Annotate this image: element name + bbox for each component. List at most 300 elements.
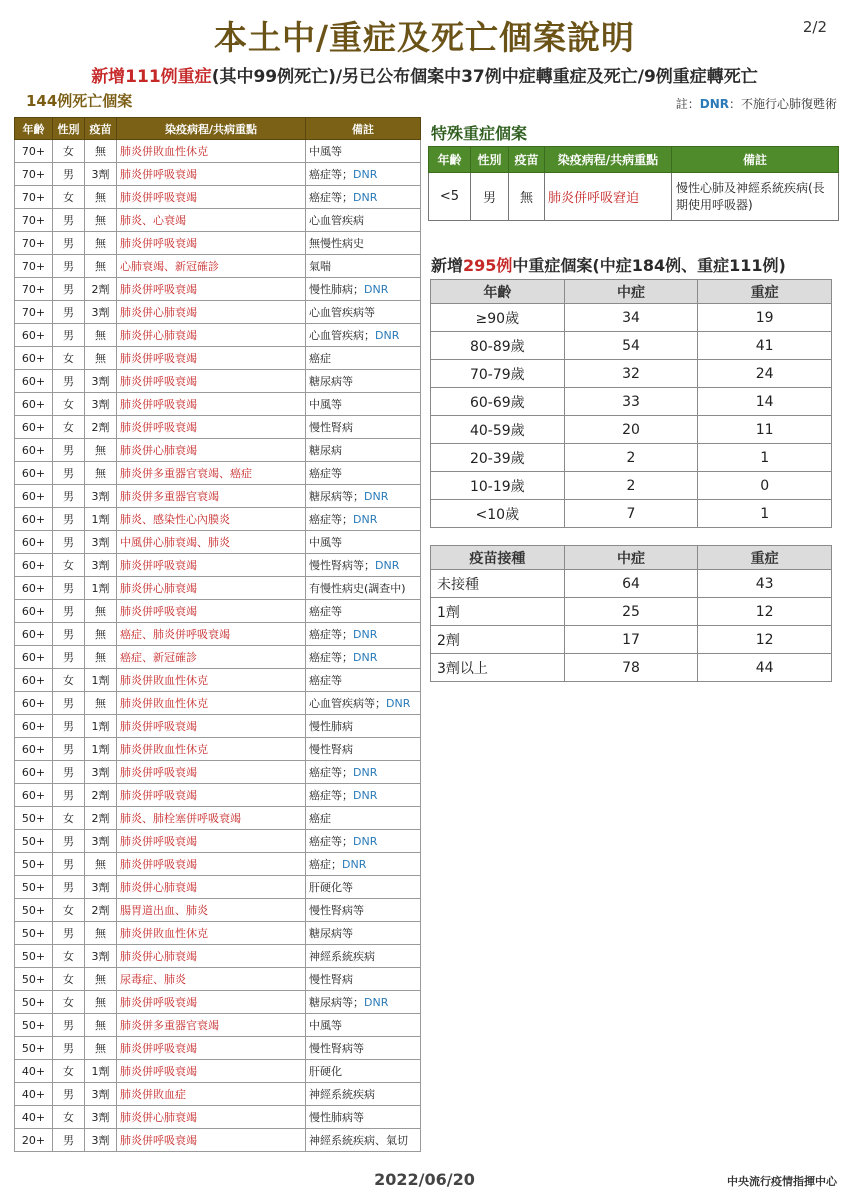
cell-sex: 女 [53,945,85,968]
cell-sex: 男 [53,255,85,278]
table-row [15,761,421,784]
vaccination-breakdown-table [430,545,832,682]
cell-moderate: 33 [564,388,698,416]
table-row [15,324,421,347]
cell-vaccine: 3劑 [85,1129,117,1152]
cell-label: 3劑以上 [431,654,565,682]
col-header-remarks: 備註 [672,147,839,173]
cell-age: 60+ [15,600,53,623]
table-row [15,462,421,485]
table-row [15,508,421,531]
cell-sex: 男 [53,370,85,393]
table-row [15,968,421,991]
dnr-flag: DNR [353,168,378,181]
cell-sex: 男 [53,600,85,623]
cell-remarks: 癌症等 [306,669,421,692]
table-row [15,623,421,646]
table-row [15,784,421,807]
cell-vaccine: 3劑 [85,1106,117,1129]
cell-vaccine: 無 [85,692,117,715]
cell-sex: 男 [53,623,85,646]
table-row [15,370,421,393]
table-row [15,416,421,439]
cell-remarks: 中風等 [306,140,421,163]
age-breakdown-table [430,279,832,528]
dnr-flag: DNR [364,996,389,1009]
table-row [15,577,421,600]
dnr-flag: DNR [375,329,400,342]
table-row [431,472,832,500]
table-row [15,991,421,1014]
cell-remarks: 癌症等 [306,462,421,485]
cell-disease: 肺炎併呼吸衰竭 [117,600,306,623]
cell-disease: 肺炎、感染性心內膜炎 [117,508,306,531]
table-row [431,626,832,654]
death-cases-table [14,117,421,1152]
cell-disease: 中風併心肺衰竭、肺炎 [117,531,306,554]
cell-label: 10-19歲 [431,472,565,500]
cell-age: 60+ [15,623,53,646]
cell-remarks: 癌症等；DNR [306,623,421,646]
cell-remarks: 慢性腎病 [306,968,421,991]
cell-vaccine: 3劑 [85,301,117,324]
col-header-sex: 性別 [471,147,509,173]
table-row [431,332,832,360]
cell-remarks: 心血管疾病 [306,209,421,232]
cell-vaccine: 3劑 [85,830,117,853]
cell-age: 70+ [15,163,53,186]
cell-age: 70+ [15,278,53,301]
cell-sex: 男 [53,876,85,899]
cell-disease: 腸胃道出血、肺炎 [117,899,306,922]
table-row [431,388,832,416]
cell-remarks: 慢性心肺及神經系統疾病(長期使用呼吸器) [672,173,839,221]
cell-disease: 肺炎併呼吸衰竭 [117,853,306,876]
cell-sex: 男 [53,163,85,186]
cell-vaccine: 1劑 [85,1060,117,1083]
cell-severe: 24 [698,360,832,388]
table-row [15,738,421,761]
cell-disease: 肺炎併呼吸衰竭 [117,1060,306,1083]
cell-vaccine: 無 [85,1037,117,1060]
cell-sex: 男 [53,232,85,255]
cell-vaccine: 無 [85,853,117,876]
cell-disease: 肺炎併敗血性休克 [117,738,306,761]
table-row [15,669,421,692]
cell-sex: 女 [53,899,85,922]
cell-moderate: 32 [564,360,698,388]
cell-severe: 12 [698,598,832,626]
cell-sex: 男 [53,278,85,301]
cell-age: 60+ [15,416,53,439]
cell-moderate: 78 [564,654,698,682]
cell-remarks: 糖尿病 [306,439,421,462]
table-header-row [431,546,832,570]
cell-disease: 癌症、新冠確診 [117,646,306,669]
cell-vaccine: 3劑 [85,370,117,393]
cell-sex: 女 [53,807,85,830]
table-row [15,278,421,301]
cell-remarks: 慢性肺病；DNR [306,278,421,301]
cell-sex: 女 [53,186,85,209]
table-row [15,876,421,899]
cell-sex: 男 [53,485,85,508]
cell-sex: 男 [53,1083,85,1106]
cell-age: 50+ [15,853,53,876]
cell-disease: 肺炎併呼吸衰竭 [117,761,306,784]
cell-age: 50+ [15,876,53,899]
col-header-vaccination: 疫苗接種 [431,546,565,570]
cell-label: 80-89歲 [431,332,565,360]
table-row [15,1083,421,1106]
cell-vaccine: 無 [85,232,117,255]
col-header-moderate: 中症 [564,280,698,304]
cell-age: 60+ [15,669,53,692]
cell-age: 60+ [15,462,53,485]
cell-vaccine: 1劑 [85,577,117,600]
cell-disease: 肺炎併心肺衰竭 [117,876,306,899]
organization-name: 中央流行疫情指揮中心 [727,1175,837,1188]
special-cases-heading: 特殊重症個案 [431,124,528,143]
cell-age: <5 [429,173,471,221]
cell-age: 50+ [15,1014,53,1037]
cell-moderate: 2 [564,444,698,472]
col-header-age: 年齡 [15,118,53,140]
col-header-disease: 染疫病程/共病重點 [545,147,672,173]
dnr-flag: DNR [353,651,378,664]
cell-remarks: 癌症 [306,807,421,830]
table-header-row [429,147,839,173]
cell-remarks: 慢性腎病等；DNR [306,554,421,577]
cell-severe: 12 [698,626,832,654]
cell-disease: 肺炎併呼吸衰竭 [117,1129,306,1152]
cell-remarks: 氣喘 [306,255,421,278]
cell-disease: 肺炎併呼吸衰竭 [117,715,306,738]
cell-disease: 肺炎併敗血性休克 [117,140,306,163]
cell-remarks: 無慢性病史 [306,232,421,255]
new-cases-heading: 新增295例中重症個案(中症184例、重症111例) [431,256,786,275]
cell-age: 60+ [15,393,53,416]
cell-remarks: 慢性肺病等 [306,1106,421,1129]
table-header-row [431,280,832,304]
dnr-flag: DNR [353,628,378,641]
cell-age: 70+ [15,232,53,255]
page-number: 2/2 [802,18,827,36]
cell-vaccine: 1劑 [85,508,117,531]
cell-remarks: 癌症等；DNR [306,784,421,807]
cell-remarks: 神經系統疾病、氣切 [306,1129,421,1152]
cell-sex: 男 [53,531,85,554]
cell-age: 60+ [15,692,53,715]
cell-disease: 癌症、肺炎併呼吸衰竭 [117,623,306,646]
cell-vaccine: 3劑 [85,393,117,416]
cell-severe: 1 [698,444,832,472]
cell-disease: 尿毒症、肺炎 [117,968,306,991]
table-row [431,444,832,472]
cell-vaccine: 2劑 [85,278,117,301]
table-row [431,416,832,444]
cell-vaccine: 2劑 [85,784,117,807]
cell-remarks: 慢性腎病 [306,738,421,761]
cell-age: 60+ [15,324,53,347]
cell-disease: 肺炎併呼吸衰竭 [117,278,306,301]
table-row [431,598,832,626]
cell-age: 60+ [15,761,53,784]
cell-vaccine: 3劑 [85,163,117,186]
table-row [15,600,421,623]
cell-disease: 肺炎併心肺衰竭 [117,324,306,347]
cell-moderate: 54 [564,332,698,360]
subtitle-highlight: 新增111例重症 [91,67,212,87]
cell-disease: 肺炎併呼吸衰竭 [117,393,306,416]
cell-remarks: 神經系統疾病 [306,945,421,968]
table-row [15,1037,421,1060]
dnr-flag: DNR [353,766,378,779]
cell-label: <10歲 [431,500,565,528]
cell-vaccine: 3劑 [85,761,117,784]
cell-age: 70+ [15,255,53,278]
table-row [15,439,421,462]
table-header-row [15,118,421,140]
cell-age: 20+ [15,1129,53,1152]
cell-vaccine: 無 [85,623,117,646]
dnr-flag: DNR [386,697,411,710]
cell-sex: 男 [53,439,85,462]
cell-sex: 男 [53,301,85,324]
cell-remarks: 中風等 [306,1014,421,1037]
cell-severe: 19 [698,304,832,332]
cell-sex: 女 [53,393,85,416]
cell-disease: 肺炎併敗血症 [117,1083,306,1106]
cell-age: 40+ [15,1106,53,1129]
cell-remarks: 有慢性病史(調查中) [306,577,421,600]
table-row [15,347,421,370]
table-row [15,393,421,416]
cell-remarks: 癌症等；DNR [306,508,421,531]
cell-disease: 肺炎併呼吸衰竭 [117,991,306,1014]
page-title: 本土中/重症及死亡個案說明 [213,18,636,57]
cell-sex: 男 [53,738,85,761]
cell-disease: 肺炎併心肺衰竭 [117,439,306,462]
cell-moderate: 7 [564,500,698,528]
cell-age: 50+ [15,991,53,1014]
cell-remarks: 癌症等；DNR [306,186,421,209]
cell-sex: 男 [53,324,85,347]
table-row [15,140,421,163]
table-row [15,1060,421,1083]
cell-remarks: 癌症等；DNR [306,646,421,669]
table-row [15,922,421,945]
cell-moderate: 25 [564,598,698,626]
cell-age: 50+ [15,1037,53,1060]
cell-age: 60+ [15,485,53,508]
cell-disease: 肺炎併多重器官衰竭、癌症 [117,462,306,485]
cell-vaccine: 無 [85,140,117,163]
table-row [15,301,421,324]
cell-disease: 肺炎併敗血性休克 [117,692,306,715]
table-row [15,899,421,922]
dnr-flag: DNR [353,513,378,526]
cell-vaccine: 無 [85,1014,117,1037]
cell-disease: 肺炎併呼吸衰竭 [117,347,306,370]
cell-vaccine: 2劑 [85,899,117,922]
cell-sex: 男 [53,692,85,715]
cell-disease: 肺炎併心肺衰竭 [117,945,306,968]
cell-moderate: 2 [564,472,698,500]
cell-age: 60+ [15,715,53,738]
dnr-flag: DNR [364,490,389,503]
cell-vaccine: 無 [85,922,117,945]
table-row [429,173,839,221]
cell-remarks: 肝硬化 [306,1060,421,1083]
table-row [15,255,421,278]
cell-disease: 肺炎併呼吸衰竭 [117,163,306,186]
new-cases-count: 295例 [463,256,513,275]
cell-age: 50+ [15,922,53,945]
cell-age: 60+ [15,784,53,807]
cell-vaccine: 2劑 [85,807,117,830]
cell-age: 50+ [15,830,53,853]
cell-sex: 男 [53,784,85,807]
cell-disease: 肺炎併呼吸衰竭 [117,1037,306,1060]
cell-vaccine: 無 [85,209,117,232]
table-row [15,1129,421,1152]
cell-sex: 女 [53,991,85,1014]
cell-sex: 男 [53,577,85,600]
cell-age: 50+ [15,945,53,968]
cell-disease: 肺炎併敗血性休克 [117,922,306,945]
cell-disease: 肺炎併呼吸衰竭 [117,416,306,439]
cell-moderate: 34 [564,304,698,332]
table-row [431,654,832,682]
cell-remarks: 糖尿病等 [306,922,421,945]
cell-remarks: 慢性腎病等 [306,899,421,922]
cell-age: 60+ [15,738,53,761]
cell-disease: 肺炎併呼吸衰竭 [117,784,306,807]
table-row [15,692,421,715]
cell-remarks: 心血管疾病等；DNR [306,692,421,715]
cell-vaccine: 3劑 [85,531,117,554]
cell-sex: 女 [53,554,85,577]
table-row [15,485,421,508]
cell-moderate: 64 [564,570,698,598]
cell-sex: 男 [53,209,85,232]
cell-sex: 女 [53,1060,85,1083]
cell-severe: 14 [698,388,832,416]
cell-label: 未接種 [431,570,565,598]
cell-sex: 男 [53,761,85,784]
cell-vaccine: 1劑 [85,715,117,738]
cell-disease: 肺炎、心衰竭 [117,209,306,232]
cell-age: 60+ [15,370,53,393]
col-header-vaccine: 疫苗 [509,147,545,173]
cell-age: 60+ [15,439,53,462]
cell-remarks: 慢性肺病 [306,715,421,738]
table-row [15,715,421,738]
cell-label: 2劑 [431,626,565,654]
cell-sex: 男 [53,1014,85,1037]
cell-remarks: 糖尿病等 [306,370,421,393]
cell-label: 70-79歲 [431,360,565,388]
cell-sex: 女 [53,1106,85,1129]
cell-severe: 0 [698,472,832,500]
cell-remarks: 心血管疾病等 [306,301,421,324]
cell-disease: 肺炎併呼吸衰竭 [117,554,306,577]
cell-age: 70+ [15,140,53,163]
cell-remarks: 糖尿病等；DNR [306,485,421,508]
cell-vaccine: 無 [85,968,117,991]
report-date: 2022/06/20 [374,1170,475,1189]
table-row [15,209,421,232]
cell-disease: 肺炎、肺栓塞併呼吸衰竭 [117,807,306,830]
subtitle-rest: (其中99例死亡)/另已公布個案中37例中症轉重症及死亡/9例重症轉死亡 [211,67,758,87]
table-row [431,500,832,528]
cell-sex: 女 [53,669,85,692]
cell-sex: 男 [53,462,85,485]
cell-age: 60+ [15,646,53,669]
cell-disease: 肺炎併呼吸衰竭 [117,830,306,853]
cell-vaccine: 無 [85,462,117,485]
dnr-flag: DNR [342,858,367,871]
cell-disease: 肺炎併心肺衰竭 [117,577,306,600]
cell-severe: 11 [698,416,832,444]
cell-sex: 女 [53,968,85,991]
cell-remarks: 肝硬化等 [306,876,421,899]
dnr-flag: DNR [353,835,378,848]
summary-subtitle [0,62,849,87]
cell-remarks: 癌症等；DNR [306,163,421,186]
cell-sex: 女 [53,416,85,439]
cell-disease: 肺炎併呼吸衰竭 [117,186,306,209]
cell-remarks: 心血管疾病；DNR [306,324,421,347]
cell-sex: 男 [53,830,85,853]
dnr-flag: DNR [364,283,389,296]
cell-vaccine: 無 [85,324,117,347]
table-row [15,232,421,255]
cell-remarks: 慢性腎病等 [306,1037,421,1060]
dnr-flag: DNR [353,789,378,802]
cell-age: 50+ [15,899,53,922]
cell-sex: 男 [53,1037,85,1060]
cell-vaccine: 無 [85,991,117,1014]
cell-vaccine: 3劑 [85,485,117,508]
cell-age: 40+ [15,1083,53,1106]
cell-vaccine: 無 [85,600,117,623]
table-row [15,186,421,209]
table-row [15,807,421,830]
cell-remarks: 糖尿病等；DNR [306,991,421,1014]
cell-sex: 男 [53,646,85,669]
cell-vaccine: 3劑 [85,554,117,577]
cell-age: 60+ [15,577,53,600]
cell-sex: 女 [53,140,85,163]
col-header-moderate: 中症 [564,546,698,570]
cell-disease: 肺炎併呼吸衰竭 [117,370,306,393]
cell-age: 70+ [15,301,53,324]
cell-vaccine: 無 [85,255,117,278]
cell-sex: 男 [53,715,85,738]
col-header-age: 年齡 [429,147,471,173]
cell-vaccine: 2劑 [85,416,117,439]
cell-remarks: 癌症等；DNR [306,830,421,853]
cell-age: 70+ [15,209,53,232]
cell-label: 60-69歲 [431,388,565,416]
table-row [15,945,421,968]
cell-label: 40-59歲 [431,416,565,444]
cell-label: 20-39歲 [431,444,565,472]
col-header-severe: 重症 [698,280,832,304]
col-header-age: 年齡 [431,280,565,304]
